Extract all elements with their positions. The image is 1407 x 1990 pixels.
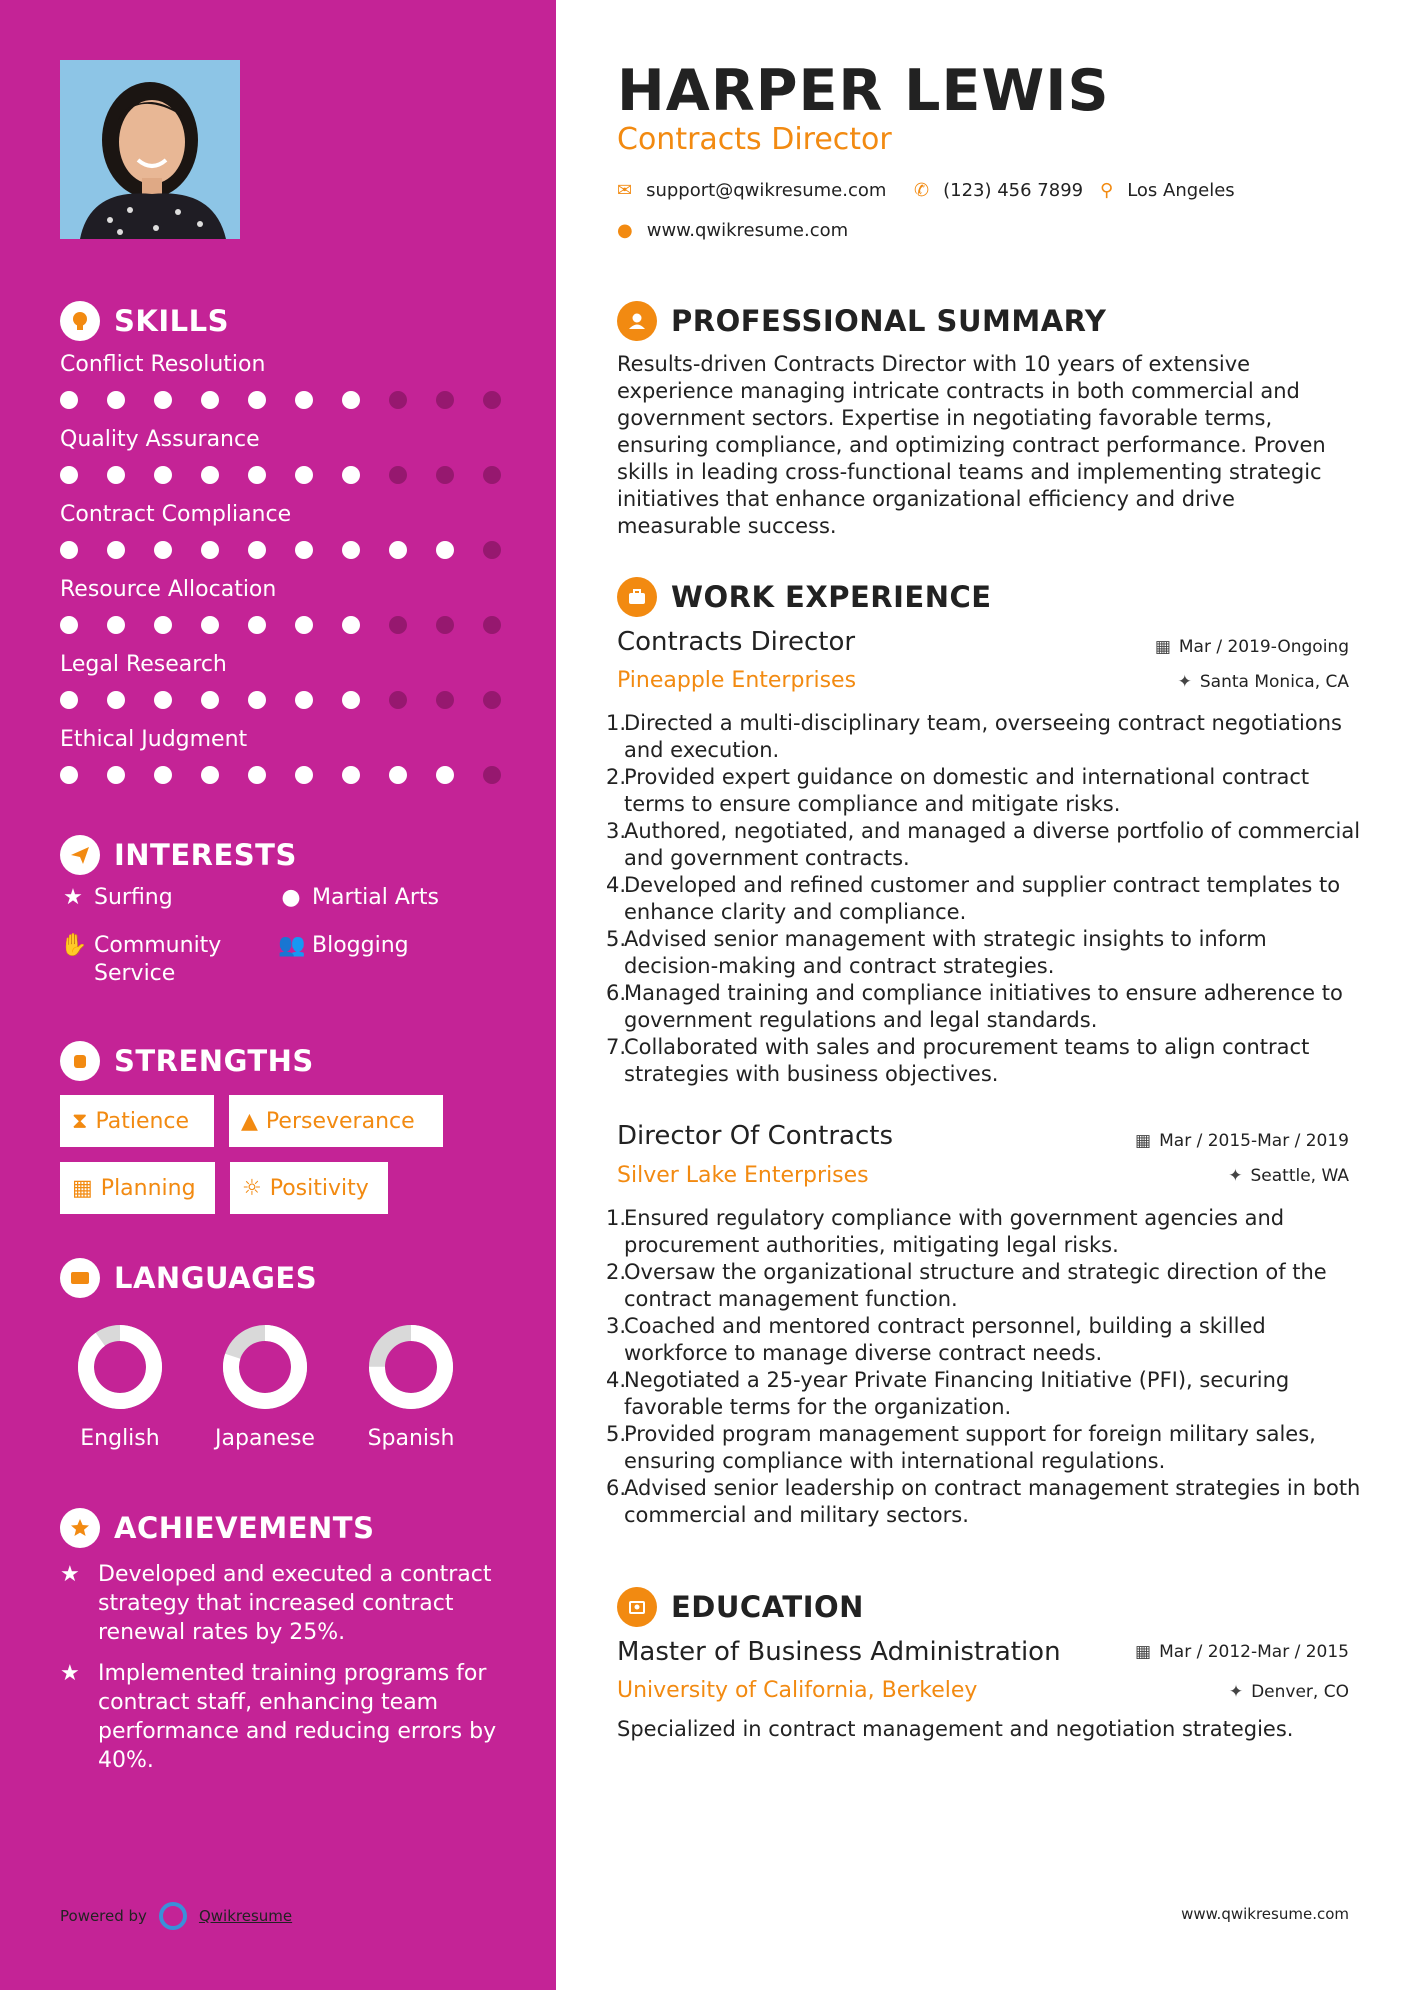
responsibility-item: 2. Oversaw the organizational structure and strategic direction of the contract management function. (606, 1260, 1327, 1311)
rating-dot (436, 391, 454, 409)
responsibility-item: 5. Provided program management support for foreign military sales, ensuring compliance with international regulations. (606, 1422, 1316, 1473)
job-responsibilities (606, 1205, 1366, 1529)
rating-dot (342, 766, 360, 784)
interest-item: ● Martial Arts (278, 884, 439, 912)
education-location: ✦ Denver, CO (1228, 1682, 1349, 1702)
rating-dot (154, 766, 172, 784)
summary-text: Results-driven Contracts Director with 10 years of extensive experience managing intricate contracts in both commercial and government sectors. Expertise in negotiating favorable terms, ensuring compliance, and optimizing contract performance. Proven skills in leading cross-functional teams and implementing strategic initiatives that enhance organizational efficiency and drive measurable success. (617, 352, 1326, 538)
sun-icon: ☼ (242, 1175, 262, 1201)
job-dates: ▦ Mar / 2019-Ongoing (1154, 637, 1349, 657)
pin-icon: ✦ (1228, 1682, 1244, 1702)
rating-dot (389, 466, 407, 484)
rating-dot (483, 541, 501, 559)
rating-dot (60, 391, 78, 409)
responsibility-item: 5. Advised senior management with strategic insights to inform decision-making and contract strategies. (606, 927, 1267, 978)
rating-dot (201, 691, 219, 709)
rating-dot (60, 616, 78, 634)
footer-url[interactable]: www.qwikresume.com (1181, 1905, 1349, 1923)
rating-dot (107, 541, 125, 559)
rating-dot (154, 691, 172, 709)
job-title: Director Of Contracts (617, 1121, 893, 1151)
qwikresume-logo-icon (159, 1902, 187, 1930)
shooting-star-icon: ★ (60, 1562, 80, 1587)
briefcase-icon (617, 577, 657, 617)
brand-link[interactable]: Qwikresume (198, 1907, 293, 1925)
strength-badge: ☼ Positivity (230, 1162, 388, 1214)
language-item (205, 1322, 325, 1451)
skill-label: Conflict Resolution (60, 352, 266, 377)
sidebar (0, 0, 556, 1990)
rating-dot (248, 616, 266, 634)
paper-plane-icon (60, 835, 100, 875)
rating-dot (342, 541, 360, 559)
rating-dot (389, 616, 407, 634)
education-dates: ▦ Mar / 2012-Mar / 2015 (1135, 1642, 1349, 1662)
envelope-icon: ✉ (617, 180, 633, 201)
education-school: University of California, Berkeley (617, 1678, 978, 1703)
rating-dot (295, 616, 313, 634)
pin-icon: ✦ (1177, 672, 1192, 692)
contact-phone: ✆ (123) 456 7899 (914, 180, 1084, 201)
responsibility-item: 7. Collaborated with sales and procurement teams to align contract strategies with business objectives. (606, 1035, 1310, 1086)
interests-heading (60, 835, 297, 875)
globe-icon: ● (281, 885, 301, 910)
achievement-item: ★ Implemented training programs for contract staff, enhancing team performance and reducing errors by 40%. (60, 1661, 497, 1773)
education-title: EDUCATION (671, 1590, 864, 1624)
responsibility-item: 4. Developed and refined customer and supplier contract templates to enhance clarity and compliance. (606, 873, 1341, 924)
rating-dot (389, 766, 407, 784)
rating-dot (60, 541, 78, 559)
rating-dot (248, 466, 266, 484)
experience-heading (617, 577, 992, 617)
language-label: English (80, 1426, 160, 1451)
pin-icon: ✦ (1228, 1166, 1243, 1186)
rating-dot (248, 391, 266, 409)
language-ring (366, 1322, 456, 1412)
strengths-heading (60, 1041, 314, 1081)
language-ring-fill (86, 1333, 154, 1401)
achievement-item: ★ Developed and executed a contract strategy that increased contract renewal rates by 25%. (60, 1562, 492, 1645)
calendar-icon: ▦ (1135, 1642, 1152, 1662)
strength-badge: ▲ Perseverance (229, 1095, 443, 1147)
responsibility-item: 6. Managed training and compliance initiatives to ensure adherence to government regulations and legal standards. (606, 981, 1343, 1032)
responsibility-item: 6. Advised senior leadership on contract management strategies in both commercial and military sectors. (606, 1476, 1361, 1527)
hourglass-icon: ⧗ (72, 1108, 88, 1134)
calendar-icon: ▦ (72, 1175, 93, 1201)
languages-title: LANGUAGES (114, 1261, 318, 1295)
skill-label: Ethical Judgment (60, 727, 248, 752)
rating-dot (201, 466, 219, 484)
rating-dot (248, 766, 266, 784)
job-responsibilities (606, 710, 1366, 1088)
rating-dot (201, 391, 219, 409)
skill-rating (60, 541, 530, 559)
fist-icon (60, 1041, 100, 1081)
calendar-icon: ▦ (1154, 637, 1171, 657)
skill-label: Resource Allocation (60, 577, 277, 602)
rating-dot (201, 766, 219, 784)
skills-title: SKILLS (114, 304, 229, 338)
rating-dot (295, 691, 313, 709)
user-icon (617, 301, 657, 341)
job-dates: ▦ Mar / 2015-Mar / 2019 (1135, 1131, 1349, 1151)
language-ring (220, 1322, 310, 1412)
hand-icon: ✋ (60, 933, 88, 958)
main-content (556, 0, 1407, 1990)
star-badge-icon (60, 1508, 100, 1548)
rating-dot (154, 616, 172, 634)
rating-dot (436, 466, 454, 484)
rating-dot (342, 691, 360, 709)
job-location: ✦ Santa Monica, CA (1177, 672, 1349, 692)
phone-icon: ✆ (914, 180, 930, 201)
rating-dot (295, 466, 313, 484)
rating-dot (483, 466, 501, 484)
rating-dot (60, 466, 78, 484)
rating-dot (483, 766, 501, 784)
rating-dot (107, 691, 125, 709)
skill-rating (60, 466, 530, 484)
rating-dot (154, 391, 172, 409)
responsibility-item: 3. Coached and mentored contract personnel, building a skilled workforce to manage diverse contract needs. (606, 1314, 1266, 1365)
rating-dot (436, 691, 454, 709)
achievements-title: ACHIEVEMENTS (114, 1511, 375, 1545)
rating-dot (60, 766, 78, 784)
rating-dot (483, 391, 501, 409)
rating-dot (107, 766, 125, 784)
rating-dot (483, 616, 501, 634)
job-company: Silver Lake Enterprises (617, 1163, 869, 1188)
rating-dot (60, 691, 78, 709)
job-location: ✦ Seattle, WA (1228, 1166, 1349, 1186)
skill-rating (60, 766, 530, 784)
shooting-star-icon: ★ (60, 1661, 80, 1686)
strength-badge: ⧗ Patience (60, 1095, 214, 1147)
experience-title: WORK EXPERIENCE (671, 580, 992, 614)
star-icon: ★ (63, 885, 83, 910)
responsibility-item: 4. Negotiated a 25-year Private Financing Initiative (PFI), securing favorable terms for the organization. (606, 1368, 1290, 1419)
rating-dot (248, 691, 266, 709)
job-title: Contracts Director (617, 627, 856, 657)
skill-label: Legal Research (60, 652, 227, 677)
map-pin-icon: ⚲ (1100, 180, 1114, 201)
skill-rating (60, 616, 530, 634)
rating-dot (436, 616, 454, 634)
person-avatar-icon (60, 60, 240, 239)
education-degree: Master of Business Administration (617, 1637, 1061, 1667)
contact-email[interactable]: ✉ support@qwikresume.com (617, 180, 887, 201)
rating-dot (154, 466, 172, 484)
responsibility-item: 2. Provided expert guidance on domestic and international contract terms to ensure compliance and mitigate risks. (606, 765, 1310, 816)
strengths-title: STRENGTHS (114, 1044, 314, 1078)
rating-dot (154, 541, 172, 559)
candidate-name: HARPER LEWIS (617, 58, 1110, 124)
road-icon: ▲ (241, 1108, 258, 1134)
users-icon: 👥 (278, 933, 306, 958)
summary-title: PROFESSIONAL SUMMARY (671, 304, 1107, 338)
globe-icon: ● (617, 220, 633, 241)
language-item (60, 1322, 180, 1451)
lightbulb-icon (60, 301, 100, 341)
rating-dot (389, 391, 407, 409)
interests-title: INTERESTS (114, 838, 297, 872)
responsibility-item: 1. Directed a multi-disciplinary team, overseeing contract negotiations and execution. (606, 711, 1342, 762)
skill-rating (60, 691, 530, 709)
interest-item: 👥 Blogging (278, 933, 409, 958)
contact-website[interactable]: ● www.qwikresume.com (617, 220, 849, 241)
interest-item: ✋ Community Service (60, 933, 222, 986)
rating-dot (389, 541, 407, 559)
skill-rating (60, 391, 530, 409)
rating-dot (389, 691, 407, 709)
rating-dot (107, 616, 125, 634)
graduation-icon (617, 1587, 657, 1627)
education-description: Specialized in contract management and negotiation strategies. (617, 1717, 1294, 1741)
rating-dot (201, 541, 219, 559)
rating-dot (248, 541, 266, 559)
powered-by: Powered by Qwikresume (60, 1902, 292, 1930)
rating-dot (342, 616, 360, 634)
strength-badge: ▦ Planning (60, 1162, 215, 1214)
responsibility-item: 1. Ensured regulatory compliance with government agencies and procurement authorities, mitigating legal risks. (606, 1206, 1285, 1257)
candidate-title: Contracts Director (617, 122, 892, 157)
summary-heading (617, 301, 1106, 341)
rating-dot (107, 391, 125, 409)
profile-photo (60, 60, 240, 239)
contact-location: ⚲ Los Angeles (1100, 180, 1235, 201)
skills-heading (60, 301, 229, 341)
language-label: Spanish (367, 1426, 455, 1451)
rating-dot (436, 541, 454, 559)
language-item (351, 1322, 471, 1451)
rating-dot (201, 616, 219, 634)
language-ring (75, 1322, 165, 1412)
job-company: Pineapple Enterprises (617, 668, 857, 693)
language-icon (60, 1258, 100, 1298)
language-label: Japanese (215, 1426, 315, 1451)
rating-dot (295, 391, 313, 409)
interest-item: ★ Surfing (60, 884, 173, 912)
rating-dot (342, 391, 360, 409)
rating-dot (107, 466, 125, 484)
rating-dot (483, 691, 501, 709)
rating-dot (436, 766, 454, 784)
languages-heading (60, 1258, 317, 1298)
rating-dot (342, 466, 360, 484)
rating-dot (295, 541, 313, 559)
responsibility-item: 3. Authored, negotiated, and managed a diverse portfolio of commercial and government contracts. (606, 819, 1361, 870)
skill-label: Contract Compliance (60, 502, 292, 527)
skill-label: Quality Assurance (60, 427, 260, 452)
rating-dot (295, 766, 313, 784)
achievements-heading (60, 1508, 374, 1548)
education-heading (617, 1587, 864, 1627)
calendar-icon: ▦ (1135, 1131, 1152, 1151)
